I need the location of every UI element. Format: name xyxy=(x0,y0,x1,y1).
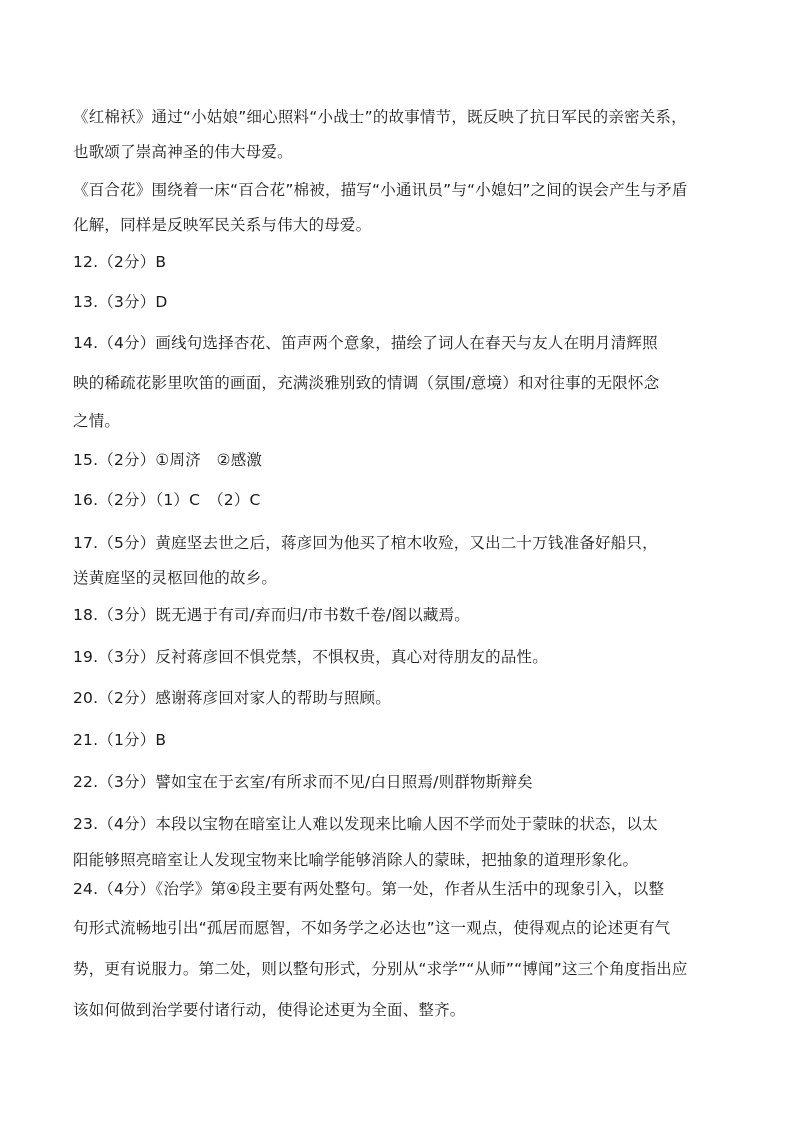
answer-17-line: 17.（5分）黄庭坚去世之后，蒋彦回为他买了棺木收殓，又出二十万钱准备好船只， xyxy=(73,534,658,552)
text-line: 《红棉袄》通过“小姑娘”细心照料“小战士”的故事情节，既反映了抗日军民的亲密关系， xyxy=(73,108,687,126)
answer-17-line: 送黄庭坚的灵柩回他的故乡。 xyxy=(73,569,278,587)
answer-18: 18.（3分）既无遇于有司/弃而归/市书数千卷/阁以藏焉。 xyxy=(73,606,470,624)
answer-12: 12.（2分）B xyxy=(73,253,167,271)
text-line: 化解，同样是反映军民关系与伟大的母爱。 xyxy=(73,216,372,234)
answer-24-line: 势，更有说服力。第二处，则以整句形式，分别从“求学”“从师”“博闻”这三个角度指出应 xyxy=(73,960,688,978)
answer-16: 16.（2分）（1）C （2）C xyxy=(73,491,261,509)
text-line: 也歌颂了崇高神圣的伟大母爱。 xyxy=(73,143,293,161)
answer-22: 22.（3分）譬如宝在于玄室/有所求而不见/白日照焉/则群物斯辩矣 xyxy=(73,773,533,791)
answer-13: 13.（3分）D xyxy=(73,293,168,311)
answer-20: 20.（2分）感谢蒋彦回对家人的帮助与照顾。 xyxy=(73,689,391,707)
answer-23-line: 23.（4分）本段以宝物在暗室让人难以发现来比喻人因不学而处于蒙昧的状态，以太 xyxy=(73,815,658,833)
answer-15: 15.（2分）①周济 ②感激 xyxy=(73,451,263,469)
answer-24-line: 该如何做到治学要付诸行动，使得论述更为全面、整齐。 xyxy=(73,1001,466,1019)
text-line: 《百合花》围绕着一床“百合花”棉被，描写“小通讯员”与“小媳妇”之间的误会产生与矛盾 xyxy=(73,181,688,199)
answer-24-line: 句形式流畅地引出“孤居而愿智，不如务学之必达也”这一观点，使得观点的论述更有气 xyxy=(73,919,671,937)
answer-14-line: 之情。 xyxy=(73,412,121,430)
answer-21: 21.（1分）B xyxy=(73,731,167,749)
answer-24-line: 24.（4分）《治学》第④段主要有两处整句。第一处，作者从生活中的现象引入，以整 xyxy=(73,880,665,898)
answer-14-line: 14.（4分）画线句选择杏花、笛声两个意象，描绘了词人在春天与友人在明月清辉照 xyxy=(73,334,658,352)
answer-19: 19.（3分）反衬蒋彦回不惧党禁，不惧权贵，真心对待朋友的品性。 xyxy=(73,648,548,666)
answer-23-line: 阳能够照亮暗室让人发现宝物来比喻学能够消除人的蒙昧，把抽象的道理形象化。 xyxy=(73,851,639,869)
answer-14-line: 映的稀疏花影里吹笛的画面，充满淡雅别致的情调（氛围/意境）和对往事的无限怀念 xyxy=(73,374,660,392)
